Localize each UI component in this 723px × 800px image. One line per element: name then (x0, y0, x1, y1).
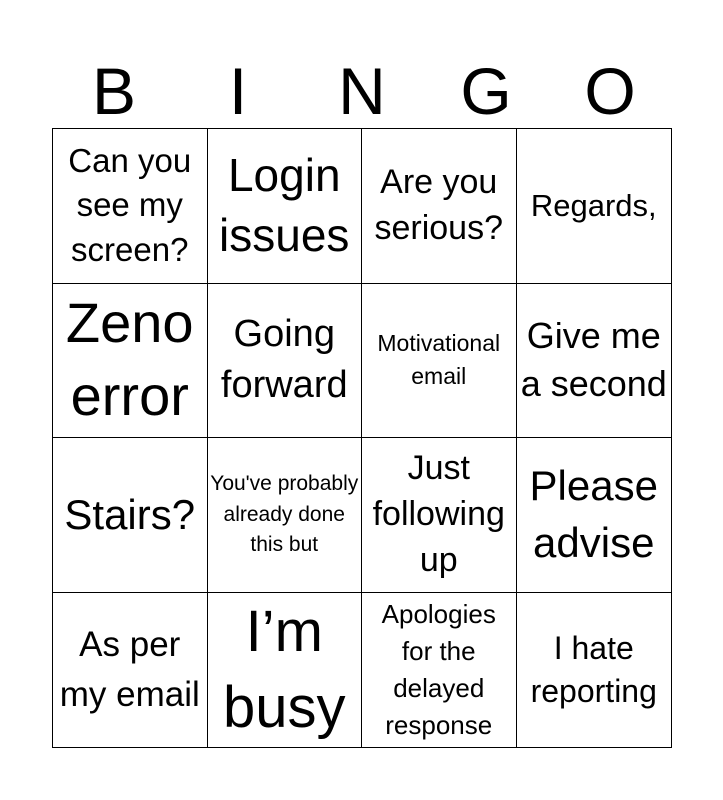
bingo-header (52, 52, 672, 128)
bingo-cell[interactable] (53, 284, 208, 439)
bingo-cell-text: Motivational email (377, 329, 501, 390)
header-letter-n: N (338, 54, 386, 128)
bingo-cell-text: Are you serious? (374, 162, 503, 247)
bingo-cell[interactable] (53, 129, 208, 284)
bingo-cell[interactable] (362, 593, 517, 748)
bingo-cell[interactable] (208, 593, 363, 748)
bingo-cell-text: Stairs? (64, 490, 196, 538)
bingo-cell[interactable] (517, 438, 672, 593)
bingo-cell-text: You've probably already done this but (210, 472, 359, 556)
header-letter-o: O (584, 54, 636, 128)
bingo-cell[interactable] (53, 438, 208, 593)
bingo-cell[interactable] (517, 593, 672, 748)
bingo-cell-text: Apologies for the delayed response (381, 598, 496, 740)
bingo-cell[interactable] (362, 284, 517, 439)
bingo-cell-text: Just following up (372, 448, 505, 579)
bingo-cell-text: Going forward (220, 312, 348, 407)
bingo-cell[interactable] (208, 129, 363, 284)
header-letter-i: I (228, 54, 248, 128)
bingo-cell-text: Can you see my screen? (68, 141, 192, 269)
bingo-cell-text: I hate reporting (530, 629, 657, 709)
bingo-cell[interactable] (208, 438, 363, 593)
bingo-cell[interactable] (517, 284, 672, 439)
bingo-cell-text: I’m busy (222, 599, 346, 740)
bingo-cell-text: Please advise (529, 462, 658, 566)
bingo-cell-text: As per my email (59, 625, 200, 714)
header-letter-b: B (91, 54, 137, 128)
bingo-cell[interactable] (362, 129, 517, 284)
bingo-cell[interactable] (517, 129, 672, 284)
bingo-cell[interactable] (208, 284, 363, 439)
bingo-cell-text: Login issues (219, 148, 350, 261)
bingo-cell-text: Zeno error (65, 291, 194, 428)
bingo-cell-text: Regards, (530, 187, 657, 223)
header-letter-g: G (460, 54, 512, 128)
bingo-cell-text: Give me a second (520, 314, 667, 405)
bingo-cell[interactable] (53, 593, 208, 748)
bingo-cell[interactable] (362, 438, 517, 593)
bingo-card (52, 128, 672, 748)
